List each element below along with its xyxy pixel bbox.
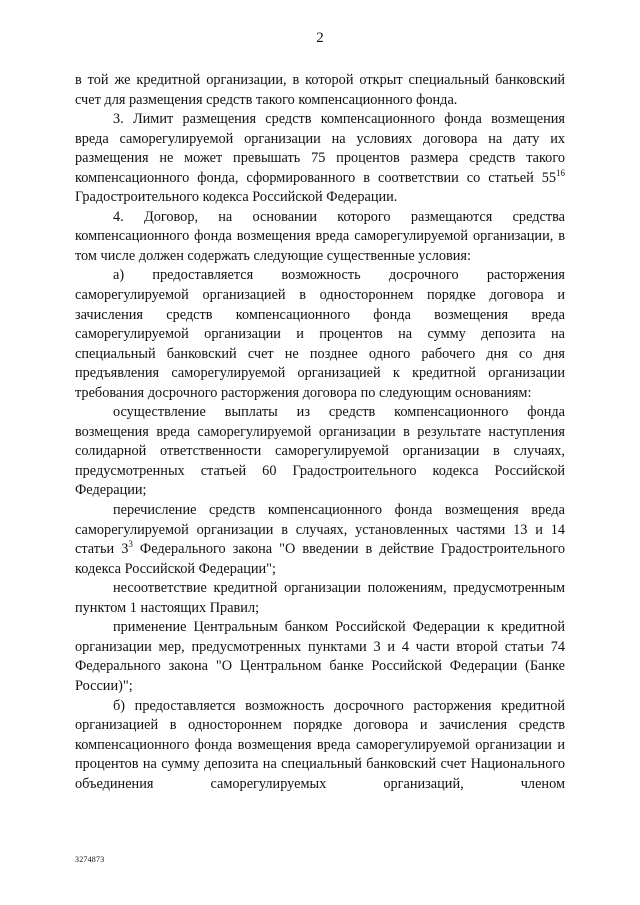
paragraph-item-3-text: 3. Лимит размещения средств компенсационного фонда возмещения вреда саморегулируемой организации на условиях договора на дату их размещения не может превышать 75 процентов размера средств такого компенсационного фонда, сформированного в соответствии со статьей 55 — [75, 111, 565, 186]
article-superscript: 16 — [556, 167, 565, 178]
paragraph-continuation: в той же кредитной организации, в которой открыт специальный банковский счет для размещения средств такого компенсационного фонда. — [75, 72, 565, 108]
ground-transfer-tail: Федерального закона "О введении в действие Градостроительного кодекса Российской Федерации"; — [75, 541, 565, 577]
paragraph-item-4: 4. Договор, на основании которого размещаются средства компенсационного фонда возмещения вреда саморегулируемой организации, в том числе должен содержать следующие существенные условия: — [75, 208, 565, 264]
ground-nonconformity: несоответствие кредитной организации положениям, предусмотренным пунктом 1 настоящих Правил; — [75, 580, 565, 616]
ground-transfer — [75, 501, 565, 579]
article-superscript: 3 — [128, 539, 133, 550]
document-code: 3274873 — [75, 855, 105, 864]
paragraph-item-3-tail: Градостроительного кодекса Российской Федерации. — [75, 189, 398, 206]
ground-transfer-text: перечисление средств компенсационного фонда возмещения вреда саморегулируемой организации в случаях, установленных частями 13 и 14 статьи 3 — [75, 502, 565, 558]
paragraph-item-3 — [75, 110, 565, 208]
ground-payment: осуществление выплаты из средств компенсационного фонда возмещения вреда саморегулируемой организации в результате наступления солидарной ответственности саморегулируемой организации в случаях, предусмотренных статьей 60 Градостроительного кодекса Российской Федерации; — [75, 404, 565, 499]
paragraph-subitem-a: а) предоставляется возможность досрочного расторжения саморегулируемой организацией в одностороннем порядке договора и зачисления средств компенсационного фонда возмещения вреда саморегулируемой организации и процентов на сумму депозита на специальный банковский счет не позднее одного рабочего дня со дня предъявления саморегулируемой организацией к кредитной организации требования досрочного расторжения договора по следующим основаниям: — [75, 267, 565, 401]
page-number: 2 — [316, 30, 324, 46]
ground-central-bank-measures: применение Центральным банком Российской Федерации к кредитной организации мер, предусмотренных пунктами 3 и 4 части второй статьи 74 Федерального закона "О Центральном банке Российской Федерации (Банке России)"; — [75, 619, 565, 694]
paragraph-subitem-b: б) предоставляется возможность досрочного расторжения кредитной организацией в одностороннем порядке договора и зачисления средств компенсационного фонда возмещения вреда саморегулируемой организации и процентов на сумму депозита на специальный банковский счет Национального объединения саморегулируемых организаций, членом — [75, 697, 565, 792]
document-body — [75, 71, 565, 794]
